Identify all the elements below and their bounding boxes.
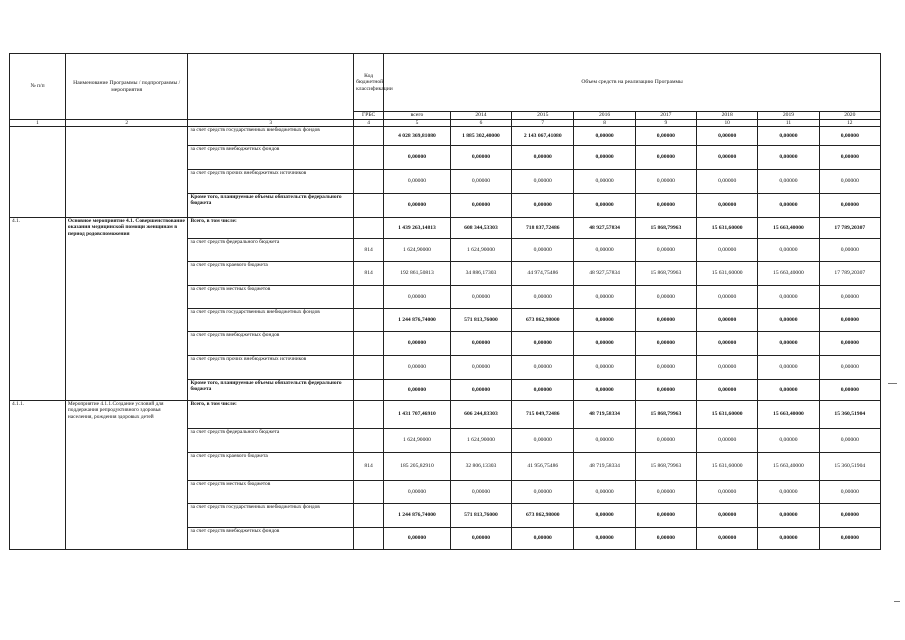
- amount-year: 0,00000: [512, 170, 574, 194]
- amount-year: 673 862,98000: [512, 309, 574, 332]
- column-number: 8: [574, 120, 635, 127]
- amount-year: 0,00000: [450, 170, 511, 194]
- grbs-code: [354, 146, 384, 170]
- amount-year: 0,00000: [697, 286, 758, 309]
- amount-year: 0,00000: [819, 127, 880, 146]
- amount-year: 0,00000: [635, 332, 696, 356]
- amount-year: 571 813,76000: [450, 504, 511, 528]
- amount-year: 15 663,40000: [758, 218, 819, 239]
- amount-year: 17 789,20307: [819, 262, 880, 286]
- amount-year: 0,00000: [450, 286, 511, 309]
- amount-year: 15 631,60000: [697, 401, 758, 429]
- grbs-code: [354, 332, 384, 356]
- column-number: 5: [384, 120, 451, 127]
- amount-year: 0,00000: [697, 194, 758, 218]
- amount-year: 1 624,90000: [450, 239, 511, 262]
- amount-year: 0,00000: [635, 127, 696, 146]
- amount-year: 0,00000: [758, 380, 819, 401]
- amount-year: 0,00000: [758, 170, 819, 194]
- amount-year: 0,00000: [450, 146, 511, 170]
- funding-source: за счет средств государственных внебюджетных фондов: [188, 309, 354, 332]
- column-number: 11: [758, 120, 819, 127]
- amount-year: 0,00000: [635, 504, 696, 528]
- amount-year: 0,00000: [697, 239, 758, 262]
- amount-year: 0,00000: [635, 239, 696, 262]
- table-row: [10, 218, 881, 239]
- grbs-code: [354, 127, 384, 146]
- amount-year: 0,00000: [512, 356, 574, 380]
- amount-year: 0,00000: [635, 286, 696, 309]
- amount-year: 0,00000: [512, 332, 574, 356]
- header-col-name: Наименование Программы / подпрограммы / мероприятия: [65, 54, 188, 120]
- amount-year: 0,00000: [697, 309, 758, 332]
- amount-year: 15 663,40000: [758, 262, 819, 286]
- amount-year: 15 631,60000: [697, 262, 758, 286]
- grbs-code: [354, 194, 384, 218]
- amount-year: 15 631,60000: [697, 453, 758, 481]
- amount-year: 0,00000: [819, 146, 880, 170]
- amount-year: 0,00000: [450, 194, 511, 218]
- amount-year: 0,00000: [819, 332, 880, 356]
- amount-year: 0,00000: [574, 504, 635, 528]
- amount-year: 0,00000: [697, 332, 758, 356]
- program-name: Основное мероприятие 4.1. Совершенствование оказания медицинской помощи женщинам в период родовспоможения: [65, 218, 188, 401]
- amount-year: 0,00000: [512, 194, 574, 218]
- header-year-2018: 2018: [697, 112, 758, 120]
- amount-year: 0,00000: [697, 504, 758, 528]
- funding-source: за счет средств федерального бюджета: [188, 429, 354, 453]
- grbs-code: [354, 429, 384, 453]
- column-number: 7: [512, 120, 574, 127]
- funding-source: за счет средств краевого бюджета: [188, 262, 354, 286]
- amount-year: 0,00000: [574, 146, 635, 170]
- amount-year: 0,00000: [758, 239, 819, 262]
- amount-year: 0,00000: [450, 332, 511, 356]
- amount-year: 0,00000: [758, 146, 819, 170]
- amount-year: 608 344,53303: [450, 218, 511, 239]
- amount-year: 0,00000: [635, 309, 696, 332]
- amount-year: 34 886,17303: [450, 262, 511, 286]
- amount-total: 1 624,90000: [384, 239, 451, 262]
- amount-year: 0,00000: [758, 332, 819, 356]
- grbs-code: [354, 380, 384, 401]
- header-year-2015: 2015: [512, 112, 574, 120]
- funding-source: Всего, в том числе:: [188, 218, 354, 239]
- budget-table: [9, 53, 881, 550]
- amount-year: 15 868,79963: [635, 262, 696, 286]
- amount-year: 2 143 067,41080: [512, 127, 574, 146]
- column-number: 12: [819, 120, 880, 127]
- amount-year: 0,00000: [574, 170, 635, 194]
- amount-year: 0,00000: [512, 380, 574, 401]
- amount-year: 0,00000: [450, 528, 511, 550]
- amount-year: 0,00000: [635, 481, 696, 504]
- amount-year: 48 719,58334: [574, 401, 635, 429]
- amount-year: 0,00000: [819, 309, 880, 332]
- grbs-code: [354, 504, 384, 528]
- grbs-code: [354, 170, 384, 194]
- amount-year: 718 837,72486: [512, 218, 574, 239]
- amount-year: 32 806,13303: [450, 453, 511, 481]
- amount-total: 1 439 263,14813: [384, 218, 451, 239]
- table-row: [10, 401, 881, 429]
- funding-source: за счет средств государственных внебюджетных фондов: [188, 504, 354, 528]
- amount-year: 0,00000: [819, 194, 880, 218]
- amount-year: 15 631,60000: [697, 218, 758, 239]
- grbs-code: 814: [354, 262, 384, 286]
- column-number: 9: [635, 120, 696, 127]
- funding-source: за счет средств краевого бюджета: [188, 453, 354, 481]
- amount-year: 0,00000: [697, 481, 758, 504]
- grbs-code: [354, 401, 384, 429]
- table-row: [10, 127, 881, 146]
- amount-total: 1 624,90000: [384, 429, 451, 453]
- amount-year: 0,00000: [758, 481, 819, 504]
- amount-year: 0,00000: [758, 356, 819, 380]
- amount-year: 41 956,75486: [512, 453, 574, 481]
- amount-year: 0,00000: [574, 429, 635, 453]
- amount-year: 48 927,57834: [574, 218, 635, 239]
- grbs-code: 814: [354, 453, 384, 481]
- amount-year: 48 719,58334: [574, 453, 635, 481]
- amount-year: 0,00000: [758, 429, 819, 453]
- amount-year: 0,00000: [635, 528, 696, 550]
- funding-source: Кроме того, планируемые объемы обязательств федерального бюджета: [188, 380, 354, 401]
- amount-year: 0,00000: [819, 429, 880, 453]
- funding-source: Кроме того, планируемые объемы обязательств федерального бюджета: [188, 194, 354, 218]
- amount-year: 0,00000: [574, 481, 635, 504]
- amount-year: 0,00000: [697, 356, 758, 380]
- amount-year: 48 927,57834: [574, 262, 635, 286]
- amount-year: 0,00000: [758, 504, 819, 528]
- grbs-code: [354, 218, 384, 239]
- column-number: 4: [354, 120, 384, 127]
- amount-year: 715 049,72486: [512, 401, 574, 429]
- amount-year: 0,00000: [574, 286, 635, 309]
- amount-year: 0,00000: [758, 194, 819, 218]
- amount-total: 192 861,50813: [384, 262, 451, 286]
- amount-total: 0,00000: [384, 380, 451, 401]
- amount-year: 0,00000: [635, 194, 696, 218]
- amount-year: 673 862,98000: [512, 504, 574, 528]
- amount-year: 0,00000: [512, 528, 574, 550]
- amount-year: 0,00000: [697, 429, 758, 453]
- header-col-no: № п/п: [10, 54, 66, 120]
- funding-source: за счет средств внебюджетных фондов: [188, 332, 354, 356]
- row-number: 4.1.1.: [10, 401, 66, 550]
- header-year-2019: 2019: [758, 112, 819, 120]
- header-col-source: [188, 54, 354, 120]
- amount-year: 0,00000: [635, 356, 696, 380]
- amount-total: 1 244 876,74000: [384, 504, 451, 528]
- amount-year: 0,00000: [512, 286, 574, 309]
- header-total: всего: [384, 112, 451, 120]
- amount-year: 1 624,90000: [450, 429, 511, 453]
- amount-year: 15 868,79963: [635, 453, 696, 481]
- header-grbs: ГРБС: [354, 112, 384, 120]
- amount-total: 0,00000: [384, 481, 451, 504]
- header-year-2016: 2016: [574, 112, 635, 120]
- amount-year: 0,00000: [819, 239, 880, 262]
- amount-year: 0,00000: [574, 332, 635, 356]
- amount-year: 606 244,83303: [450, 401, 511, 429]
- amount-year: 15 360,51904: [819, 401, 880, 429]
- amount-total: 4 028 369,81080: [384, 127, 451, 146]
- amount-year: 15 868,79963: [635, 401, 696, 429]
- funding-source: за счет средств государственных внебюджетных фондов: [188, 127, 354, 146]
- grbs-code: [354, 309, 384, 332]
- amount-year: 0,00000: [574, 127, 635, 146]
- column-number: 10: [697, 120, 758, 127]
- funding-source: за счет средств внебюджетных фондов: [188, 528, 354, 550]
- amount-year: 15 360,51904: [819, 453, 880, 481]
- amount-total: 0,00000: [384, 332, 451, 356]
- amount-year: 571 813,76000: [450, 309, 511, 332]
- row-number: 4.1.: [10, 218, 66, 401]
- column-number: 6: [450, 120, 511, 127]
- header-col-volume: Объем средств на реализацию Программы: [384, 54, 881, 112]
- amount-total: 0,00000: [384, 528, 451, 550]
- amount-total: 0,00000: [384, 356, 451, 380]
- amount-total: 0,00000: [384, 194, 451, 218]
- scan-mark-right-1: [888, 383, 897, 384]
- amount-year: 0,00000: [819, 170, 880, 194]
- header-year-2017: 2017: [635, 112, 696, 120]
- grbs-code: [354, 528, 384, 550]
- amount-year: 0,00000: [819, 286, 880, 309]
- column-number: 3: [188, 120, 354, 127]
- amount-total: 1 431 707,46910: [384, 401, 451, 429]
- amount-year: 0,00000: [697, 528, 758, 550]
- funding-source: за счет средств местных бюджетов: [188, 481, 354, 504]
- amount-year: 0,00000: [635, 429, 696, 453]
- amount-year: 0,00000: [758, 286, 819, 309]
- amount-year: 44 974,75486: [512, 262, 574, 286]
- amount-year: 17 789,20307: [819, 218, 880, 239]
- amount-year: 0,00000: [758, 528, 819, 550]
- amount-year: 0,00000: [512, 481, 574, 504]
- document-page: [9, 53, 881, 550]
- amount-year: 0,00000: [819, 380, 880, 401]
- amount-year: 0,00000: [450, 356, 511, 380]
- amount-total: 0,00000: [384, 286, 451, 309]
- amount-year: 0,00000: [574, 194, 635, 218]
- amount-year: 0,00000: [758, 127, 819, 146]
- header-col-code: Код бюджетной классификации: [354, 54, 384, 112]
- amount-total: 0,00000: [384, 146, 451, 170]
- column-number: 2: [65, 120, 188, 127]
- amount-year: 0,00000: [574, 239, 635, 262]
- amount-year: 15 663,40000: [758, 401, 819, 429]
- funding-source: за счет средств местных бюджетов: [188, 286, 354, 309]
- grbs-code: [354, 481, 384, 504]
- grbs-code: 814: [354, 239, 384, 262]
- amount-year: 0,00000: [697, 146, 758, 170]
- amount-year: 0,00000: [635, 146, 696, 170]
- funding-source: за счет средств федерального бюджета: [188, 239, 354, 262]
- amount-year: 0,00000: [819, 356, 880, 380]
- header-year-2020: 2020: [819, 112, 880, 120]
- row-number: [10, 127, 66, 218]
- amount-year: 0,00000: [574, 356, 635, 380]
- amount-year: 0,00000: [512, 429, 574, 453]
- amount-year: 15 663,40000: [758, 453, 819, 481]
- amount-year: 0,00000: [512, 146, 574, 170]
- funding-source: за счет средств внебюджетных фондов: [188, 146, 354, 170]
- header-year-2014: 2014: [450, 112, 511, 120]
- program-name: [65, 127, 188, 218]
- scan-mark-right-2: [894, 601, 900, 602]
- column-number: 1: [10, 120, 66, 127]
- amount-year: 0,00000: [819, 504, 880, 528]
- amount-year: 0,00000: [574, 528, 635, 550]
- amount-year: 0,00000: [635, 170, 696, 194]
- amount-year: 0,00000: [697, 380, 758, 401]
- amount-year: 0,00000: [450, 380, 511, 401]
- funding-source: за счет средств прочих внебюджетных источников: [188, 356, 354, 380]
- grbs-code: [354, 286, 384, 309]
- amount-year: 0,00000: [819, 481, 880, 504]
- amount-year: 0,00000: [697, 170, 758, 194]
- amount-total: 0,00000: [384, 170, 451, 194]
- amount-total: 185 205,82910: [384, 453, 451, 481]
- amount-year: 0,00000: [635, 380, 696, 401]
- funding-source: за счет средств прочих внебюджетных источников: [188, 170, 354, 194]
- amount-year: 0,00000: [574, 309, 635, 332]
- amount-year: 0,00000: [450, 481, 511, 504]
- funding-source: Всего, в том числе:: [188, 401, 354, 429]
- amount-total: 1 244 876,74000: [384, 309, 451, 332]
- amount-year: 1 885 302,40000: [450, 127, 511, 146]
- amount-year: 15 868,79963: [635, 218, 696, 239]
- program-name: Мероприятие 4.1.1.Создание условий для поддержания репродуктивного здоровья населения, рождения здоровых детей: [65, 401, 188, 550]
- amount-year: 0,00000: [819, 528, 880, 550]
- amount-year: 0,00000: [512, 239, 574, 262]
- grbs-code: [354, 356, 384, 380]
- amount-year: 0,00000: [574, 380, 635, 401]
- amount-year: 0,00000: [758, 309, 819, 332]
- amount-year: 0,00000: [697, 127, 758, 146]
